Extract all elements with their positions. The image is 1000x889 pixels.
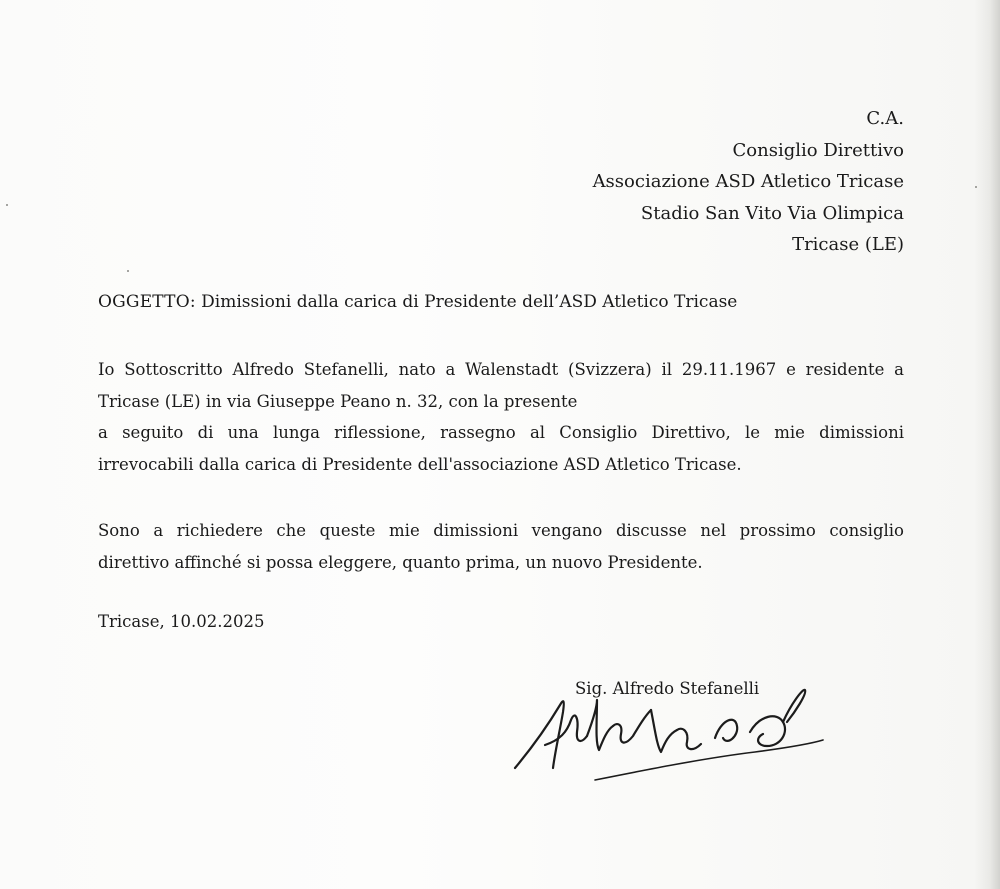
body-paragraph-1 bbox=[98, 354, 904, 480]
body-line: a seguito di una lunga riflessione, rassegno al Consiglio Direttivo, le mie dimissioni bbox=[98, 423, 904, 442]
body-line: direttivo affinché si possa eleggere, quanto prima, un nuovo Presidente. bbox=[98, 552, 703, 572]
addressee-line: Stadio San Vito Via Olimpica bbox=[640, 202, 904, 224]
scan-speck bbox=[6, 204, 8, 206]
scan-speck bbox=[127, 270, 129, 272]
body-line: Io Sottoscritto Alfredo Stefanelli, nato a Walenstadt (Svizzera) il 29.11.1967 e residente a bbox=[98, 360, 904, 379]
body-paragraph-2 bbox=[98, 515, 904, 578]
signature-name: Sig. Alfredo Stefanelli bbox=[575, 679, 760, 698]
subject-text: Dimissioni dalla carica di Presidente dell’ASD Atletico Tricase bbox=[201, 292, 738, 312]
subject-line bbox=[98, 292, 737, 312]
body-line: Sono a richiedere che queste mie dimissioni vengano discusse nel prossimo consiglio bbox=[98, 521, 904, 540]
body-line: Tricase (LE) in via Giuseppe Peano n. 32, con la presente bbox=[98, 391, 578, 411]
addressee-line: Consiglio Direttivo bbox=[732, 139, 904, 161]
handwritten-signature bbox=[505, 660, 835, 795]
scan-speck bbox=[975, 186, 977, 188]
addressee-block bbox=[504, 103, 904, 261]
addressee-line: Tricase (LE) bbox=[792, 234, 904, 255]
addressee-line: C.A. bbox=[866, 108, 904, 129]
subject-label: OGGETTO: bbox=[98, 292, 196, 312]
body-line: irrevocabili dalla carica di Presidente dell'associazione ASD Atletico Tricase. bbox=[98, 454, 742, 474]
addressee-line: Associazione ASD Atletico Tricase bbox=[592, 171, 904, 192]
page-edge-shadow bbox=[974, 0, 1000, 889]
place-date: Tricase, 10.02.2025 bbox=[98, 612, 265, 631]
